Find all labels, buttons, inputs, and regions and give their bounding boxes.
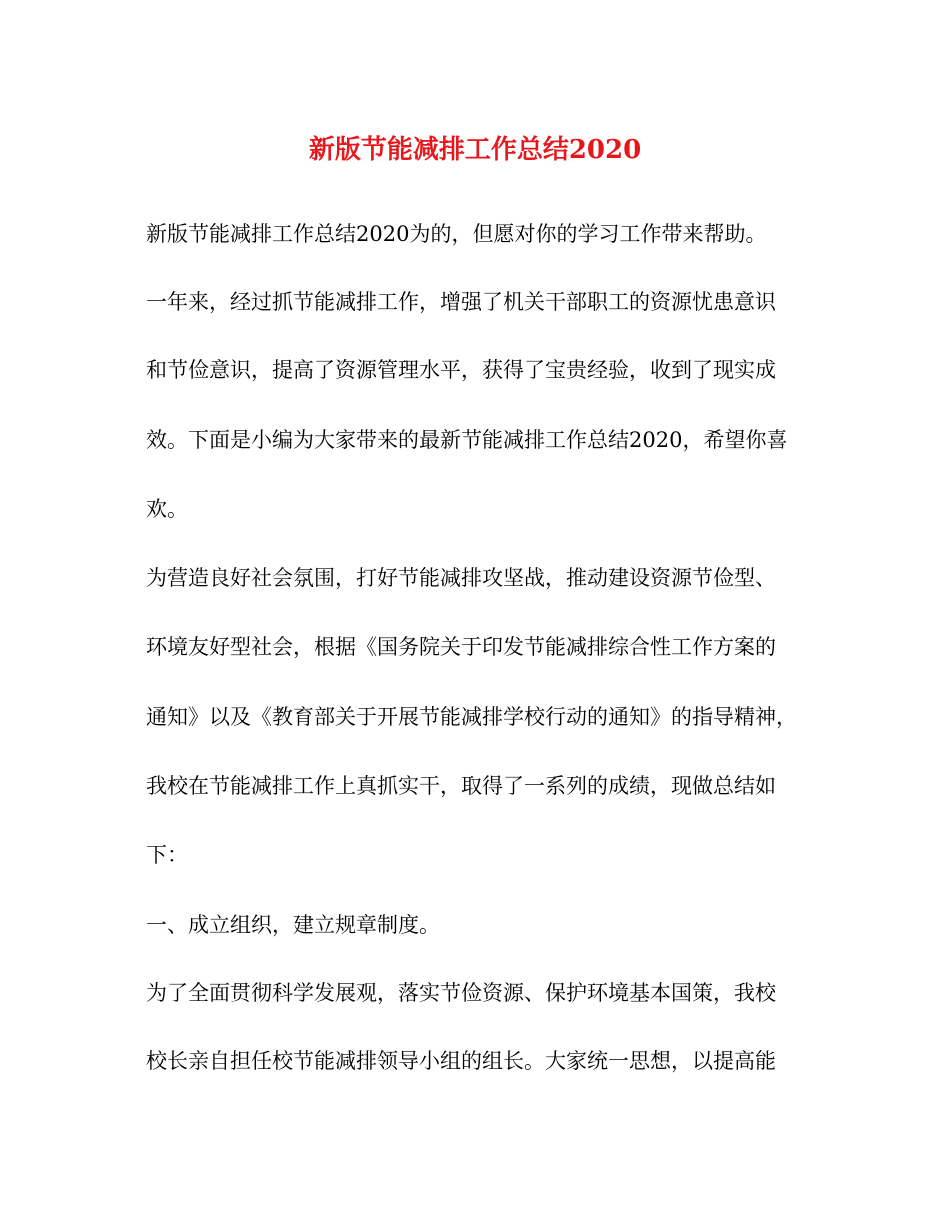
document-title: 新版节能减排工作总结2020	[308, 135, 642, 165]
body-line: 为了全面贯彻科学发展观，落实节俭资源、保护环境基本国策，我校	[146, 981, 776, 1005]
body-line: 我校在节能减排工作上真抓实干，取得了一系列的成绩，现做总结如	[146, 774, 776, 798]
body-line: 校长亲自担任校节能减排领导小组的组长。大家统一思想，以提高能	[146, 1049, 776, 1073]
section-heading: 一、成立组织，建立规章制度。	[146, 913, 440, 937]
body-line: 下：	[146, 843, 188, 867]
body-line: 环境友好型社会，根据《国务院关于印发节能减排综合性工作方案的	[146, 635, 776, 659]
body-line: 一年来，经过抓节能减排工作，增强了机关干部职工的资源忧患意识	[146, 290, 776, 314]
body-line: 通知》以及《教育部关于开展节能减排学校行动的通知》的指导精神，	[146, 705, 797, 729]
body-line: 新版节能减排工作总结2020为的，但愿对你的学习工作带来帮助。	[146, 222, 767, 246]
body-line: 为营造良好社会氛围，打好节能减排攻坚战，推动建设资源节俭型、	[146, 566, 776, 590]
body-line: 和节俭意识，提高了资源管理水平，获得了宝贵经验，收到了现实成	[146, 358, 776, 382]
body-line: 欢。	[146, 497, 188, 521]
body-line: 效。下面是小编为大家带来的最新节能减排工作总结2020，希望你喜	[146, 428, 788, 452]
